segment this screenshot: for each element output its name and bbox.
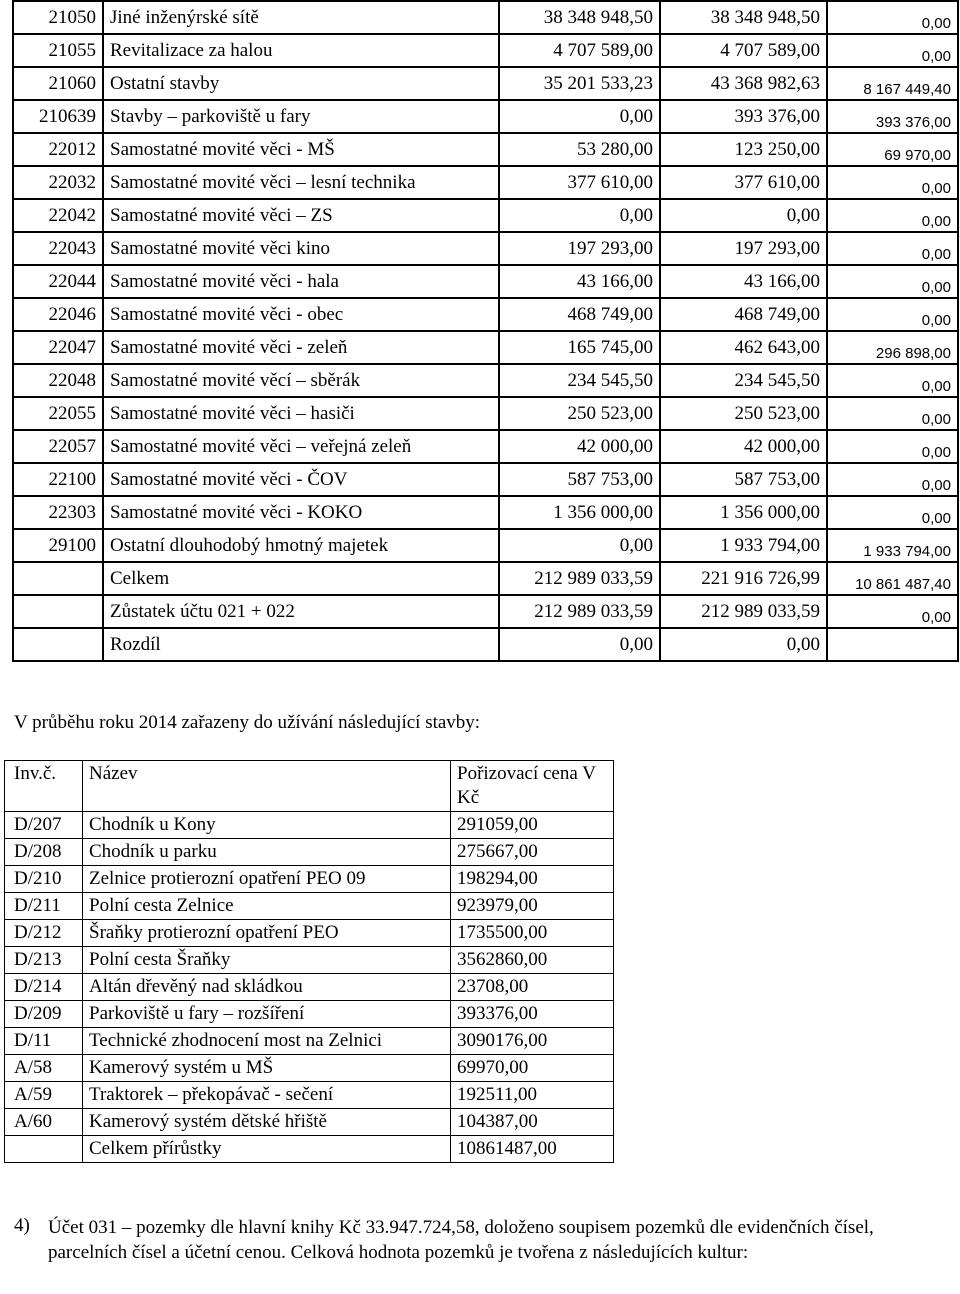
table-row: [13, 265, 958, 298]
table-row: [13, 232, 958, 265]
value-end-cell: 1 356 000,00: [660, 496, 827, 529]
value-end-cell: 38 348 948,50: [660, 1, 827, 34]
account-code-cell: 29100: [13, 529, 103, 562]
table-row: [13, 463, 958, 496]
value-end-cell: 43 166,00: [660, 265, 827, 298]
account-name-cell: Samostatné movité věci - obec: [103, 298, 499, 331]
table-row: [13, 331, 958, 364]
account-name-cell: Ostatní dlouhodobý hmotný majetek: [103, 529, 499, 562]
value-start-cell: 38 348 948,50: [499, 1, 660, 34]
inv-number-cell: D/212: [5, 920, 83, 947]
account-code-cell: 22057: [13, 430, 103, 463]
account-name-cell: Samostatné movité věci - KOKO: [103, 496, 499, 529]
table-row: [13, 133, 958, 166]
value-start-cell: 587 753,00: [499, 463, 660, 496]
value-start-cell: 0,00: [499, 199, 660, 232]
table-row: [5, 1028, 614, 1055]
table-row: [5, 812, 614, 839]
table-row: [5, 947, 614, 974]
value-end-cell: 4 707 589,00: [660, 34, 827, 67]
value-start-cell: 468 749,00: [499, 298, 660, 331]
value-end-cell: 250 523,00: [660, 397, 827, 430]
difference-cell: 0,00: [827, 34, 958, 67]
inv-number-cell: D/11: [5, 1028, 83, 1055]
account-name-cell: Revitalizace za halou: [103, 34, 499, 67]
acquisition-price-cell: 3090176,00: [451, 1028, 614, 1055]
difference-cell: [827, 628, 958, 661]
table-row: [5, 1109, 614, 1136]
building-name-cell: Zelnice protierozní opatření PEO 09: [83, 866, 451, 893]
value-end-cell: 43 368 982,63: [660, 67, 827, 100]
acquisition-price-cell: 1735500,00: [451, 920, 614, 947]
table-row: [13, 1, 958, 34]
account-code-cell: 22048: [13, 364, 103, 397]
value-start-cell: 165 745,00: [499, 331, 660, 364]
building-name-cell: Šraňky protierozní opatření PEO: [83, 920, 451, 947]
difference-cell: 0,00: [827, 430, 958, 463]
buildings-table: [4, 760, 614, 1163]
table-row: [13, 100, 958, 133]
building-name-cell: Traktorek – překopávač - sečení: [83, 1082, 451, 1109]
account-name-cell: Ostatní stavby: [103, 67, 499, 100]
value-start-cell: 250 523,00: [499, 397, 660, 430]
difference-cell: 0,00: [827, 298, 958, 331]
total-row: [13, 562, 958, 595]
inv-number-cell: D/211: [5, 893, 83, 920]
table-row: [5, 893, 614, 920]
account-code-cell: 22043: [13, 232, 103, 265]
assets-table-body: [13, 1, 958, 661]
table-row: [13, 364, 958, 397]
value-end-cell: 468 749,00: [660, 298, 827, 331]
value-start-cell: 377 610,00: [499, 166, 660, 199]
acquisition-price-cell: 3562860,00: [451, 947, 614, 974]
table-row: [5, 866, 614, 893]
value-start-cell: 42 000,00: [499, 430, 660, 463]
account-code-cell: 22047: [13, 331, 103, 364]
value-end-cell: 221 916 726,99: [660, 562, 827, 595]
inv-number-cell: D/209: [5, 1001, 83, 1028]
acquisition-price-cell: 23708,00: [451, 974, 614, 1001]
value-end-cell: 1 933 794,00: [660, 529, 827, 562]
value-start-cell: 43 166,00: [499, 265, 660, 298]
difference-cell: 0,00: [827, 463, 958, 496]
value-start-cell: 212 989 033,59: [499, 595, 660, 628]
account-code-cell: 22042: [13, 199, 103, 232]
inv-number-cell: D/214: [5, 974, 83, 1001]
difference-cell: 0,00: [827, 199, 958, 232]
building-name-cell: Polní cesta Šraňky: [83, 947, 451, 974]
acquisition-price-cell: 104387,00: [451, 1109, 614, 1136]
inv-number-cell: A/60: [5, 1109, 83, 1136]
difference-cell: 8 167 449,40: [827, 67, 958, 100]
building-name-cell: Chodník u parku: [83, 839, 451, 866]
table-row: [13, 166, 958, 199]
value-end-cell: 0,00: [660, 628, 827, 661]
total-row: [5, 1136, 614, 1163]
difference-cell: 296 898,00: [827, 331, 958, 364]
account-name-cell: Samostatné movité věci kino: [103, 232, 499, 265]
note-number: 4): [14, 1215, 30, 1236]
account-code-cell: 22303: [13, 496, 103, 529]
table-row: [5, 839, 614, 866]
difference-cell: 0,00: [827, 1, 958, 34]
account-code-cell: 22044: [13, 265, 103, 298]
value-end-cell: 234 545,50: [660, 364, 827, 397]
value-end-cell: 123 250,00: [660, 133, 827, 166]
table-row: [13, 199, 958, 232]
table-row: [13, 34, 958, 67]
header-value: Pořizovací cena V Kč: [451, 761, 614, 812]
inv-number-cell: D/213: [5, 947, 83, 974]
account-name-cell: Jiné inženýrské sítě: [103, 1, 499, 34]
account-code-cell: 21050: [13, 1, 103, 34]
account-name-cell: Celkem: [103, 562, 499, 595]
account-name-cell: Samostatné movité věci – ZS: [103, 199, 499, 232]
account-name-cell: Rozdíl: [103, 628, 499, 661]
inv-number-cell: D/210: [5, 866, 83, 893]
building-name-cell: Parkoviště u fary – rozšíření: [83, 1001, 451, 1028]
account-name-cell: Samostatné movité věci – lesní technika: [103, 166, 499, 199]
value-end-cell: 42 000,00: [660, 430, 827, 463]
account-code-cell: 21055: [13, 34, 103, 67]
table-row: [5, 974, 614, 1001]
buildings-header-row: [5, 761, 614, 812]
difference-cell: 0,00: [827, 496, 958, 529]
table-row: [13, 67, 958, 100]
value-start-cell: 212 989 033,59: [499, 562, 660, 595]
difference-cell: 1 933 794,00: [827, 529, 958, 562]
account-name-cell: Samostatné movité věci - hala: [103, 265, 499, 298]
table-row: [13, 529, 958, 562]
difference-cell: 0,00: [827, 265, 958, 298]
value-end-cell: 587 753,00: [660, 463, 827, 496]
difference-cell: 0,00: [827, 364, 958, 397]
account-code-cell: 22100: [13, 463, 103, 496]
acquisition-price-cell: 393376,00: [451, 1001, 614, 1028]
building-name-cell: Celkem přírůstky: [83, 1136, 451, 1163]
value-start-cell: 1 356 000,00: [499, 496, 660, 529]
difference-cell: 69 970,00: [827, 133, 958, 166]
difference-cell: 0,00: [827, 397, 958, 430]
value-start-cell: 4 707 589,00: [499, 34, 660, 67]
account-code-cell: [13, 595, 103, 628]
account-name-cell: Samostatné movité věci – hasiči: [103, 397, 499, 430]
table-row: [13, 397, 958, 430]
building-name-cell: Altán dřevěný nad skládkou: [83, 974, 451, 1001]
total-row: [13, 595, 958, 628]
account-name-cell: Samostatné movité věci - ČOV: [103, 463, 499, 496]
account-code-cell: 22046: [13, 298, 103, 331]
table-row: [13, 430, 958, 463]
value-start-cell: 234 545,50: [499, 364, 660, 397]
acquisition-price-cell: 198294,00: [451, 866, 614, 893]
building-name-cell: Technické zhodnocení most na Zelnici: [83, 1028, 451, 1055]
building-name-cell: Kamerový systém dětské hřiště: [83, 1109, 451, 1136]
header-inv: Inv.č.: [5, 761, 83, 812]
table-row: [13, 298, 958, 331]
value-start-cell: 53 280,00: [499, 133, 660, 166]
difference-cell: 0,00: [827, 232, 958, 265]
difference-cell: 0,00: [827, 166, 958, 199]
value-end-cell: 462 643,00: [660, 331, 827, 364]
account-code-cell: 22055: [13, 397, 103, 430]
table-row: [5, 1001, 614, 1028]
value-end-cell: 197 293,00: [660, 232, 827, 265]
value-start-cell: 197 293,00: [499, 232, 660, 265]
value-start-cell: 35 201 533,23: [499, 67, 660, 100]
account-code-cell: [13, 562, 103, 595]
inv-number-cell: D/208: [5, 839, 83, 866]
acquisition-price-cell: 192511,00: [451, 1082, 614, 1109]
account-name-cell: Zůstatek účtu 021 + 022: [103, 595, 499, 628]
inv-number-cell: A/58: [5, 1055, 83, 1082]
account-name-cell: Samostatné movité věcí – sběrák: [103, 364, 499, 397]
building-name-cell: Polní cesta Zelnice: [83, 893, 451, 920]
account-code-cell: 21060: [13, 67, 103, 100]
table-row: [13, 496, 958, 529]
building-name-cell: Chodník u Kony: [83, 812, 451, 839]
inv-number-cell: D/207: [5, 812, 83, 839]
inv-number-cell: A/59: [5, 1082, 83, 1109]
assets-table: [12, 0, 959, 662]
value-end-cell: 212 989 033,59: [660, 595, 827, 628]
account-code-cell: 22012: [13, 133, 103, 166]
note-paragraph: [14, 1215, 934, 1265]
header-name: Název: [83, 761, 451, 812]
table-row: [5, 1055, 614, 1082]
inv-number-cell: [5, 1136, 83, 1163]
acquisition-price-cell: 10861487,00: [451, 1136, 614, 1163]
note-text: Účet 031 – pozemky dle hlavní knihy Kč 33.947.724,58, doloženo soupisem pozemků dle evidenčních čísel, parcelních čísel a účetní cenou. Celková hodnota pozemků je tvořena z následujících kultur:: [48, 1217, 874, 1263]
section-heading: V průběhu roku 2014 zařazeny do užívání následující stavby:: [14, 712, 481, 733]
difference-cell: 10 861 487,40: [827, 562, 958, 595]
account-code-cell: [13, 628, 103, 661]
buildings-table-body: [5, 812, 614, 1163]
value-end-cell: 377 610,00: [660, 166, 827, 199]
difference-cell: 393 376,00: [827, 100, 958, 133]
total-row: [13, 628, 958, 661]
account-code-cell: 210639: [13, 100, 103, 133]
account-name-cell: Samostatné movité věci - zeleň: [103, 331, 499, 364]
account-name-cell: Stavby – parkoviště u fary: [103, 100, 499, 133]
value-end-cell: 393 376,00: [660, 100, 827, 133]
table-row: [5, 920, 614, 947]
account-code-cell: 22032: [13, 166, 103, 199]
value-start-cell: 0,00: [499, 529, 660, 562]
account-name-cell: Samostatné movité věci - MŠ: [103, 133, 499, 166]
value-start-cell: 0,00: [499, 628, 660, 661]
table-row: [5, 1082, 614, 1109]
acquisition-price-cell: 291059,00: [451, 812, 614, 839]
acquisition-price-cell: 69970,00: [451, 1055, 614, 1082]
value-end-cell: 0,00: [660, 199, 827, 232]
acquisition-price-cell: 275667,00: [451, 839, 614, 866]
acquisition-price-cell: 923979,00: [451, 893, 614, 920]
building-name-cell: Kamerový systém u MŠ: [83, 1055, 451, 1082]
value-start-cell: 0,00: [499, 100, 660, 133]
account-name-cell: Samostatné movité věci – veřejná zeleň: [103, 430, 499, 463]
difference-cell: 0,00: [827, 595, 958, 628]
